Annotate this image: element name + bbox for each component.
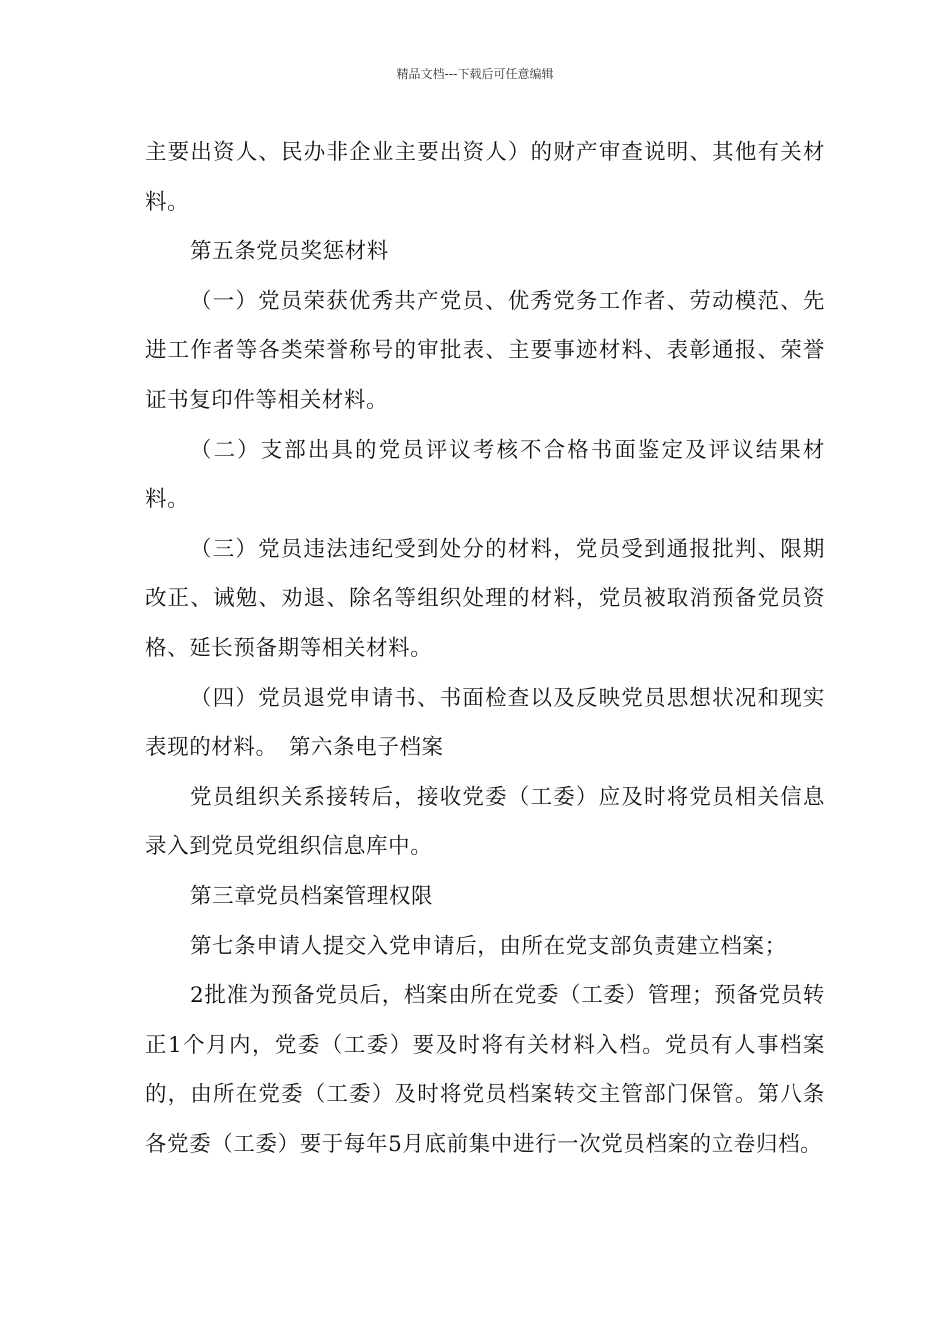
page-header: 精品文档---下载后可任意编辑 <box>396 67 554 81</box>
paragraph-7: 党员组织关系接转后，接收党委（工委）应及时将党员相关信息录入到党员党组织信息库中。 <box>145 784 825 860</box>
paragraph-3: （一）党员荣获优秀共产党员、优秀党务工作者、劳动模范、先进工作者等各类荣誉称号的审批表、主要事迹材料、表彰通报、荣誉证书复印件等相关材料。 <box>145 288 825 413</box>
paragraph-1: 主要出资人、民办非企业主要出资人）的财产审查说明、其他有关材料。 <box>145 140 825 215</box>
paragraph-4: （二）支部出具的党员评议考核不合格书面鉴定及评议结果材料。 <box>145 437 825 513</box>
paragraph-9: 第七条申请人提交入党申请后，由所在党支部负责建立档案； <box>190 933 787 959</box>
paragraph-10: 2批准为预备党员后，档案由所在党委（工委）管理；预备党员转正1个月内，党委（工委）要及时将有关材料入档。党员有人事档案的，由所在党委（工委）及时将党员档案转交主管部门保管。第八条各党委（工委）要于每年5月底前集中进行一次党员档案的立卷归档。 <box>145 983 825 1157</box>
document-body <box>145 128 825 1169</box>
paragraph-5: （三）党员违法违纪受到处分的材料，党员受到通报批判、限期改正、诫勉、劝退、除名等组织处理的材料，党员被取消预备党员资格、延长预备期等相关材料。 <box>145 536 825 661</box>
paragraph-8: 第三章党员档案管理权限 <box>190 883 434 909</box>
paragraph-6: （四）党员退党申请书、书面检查以及反映党员思想状况和现实表现的材料。 第六条电子档案 <box>145 685 825 761</box>
paragraph-2: 第五条党员奖惩材料 <box>190 239 389 265</box>
